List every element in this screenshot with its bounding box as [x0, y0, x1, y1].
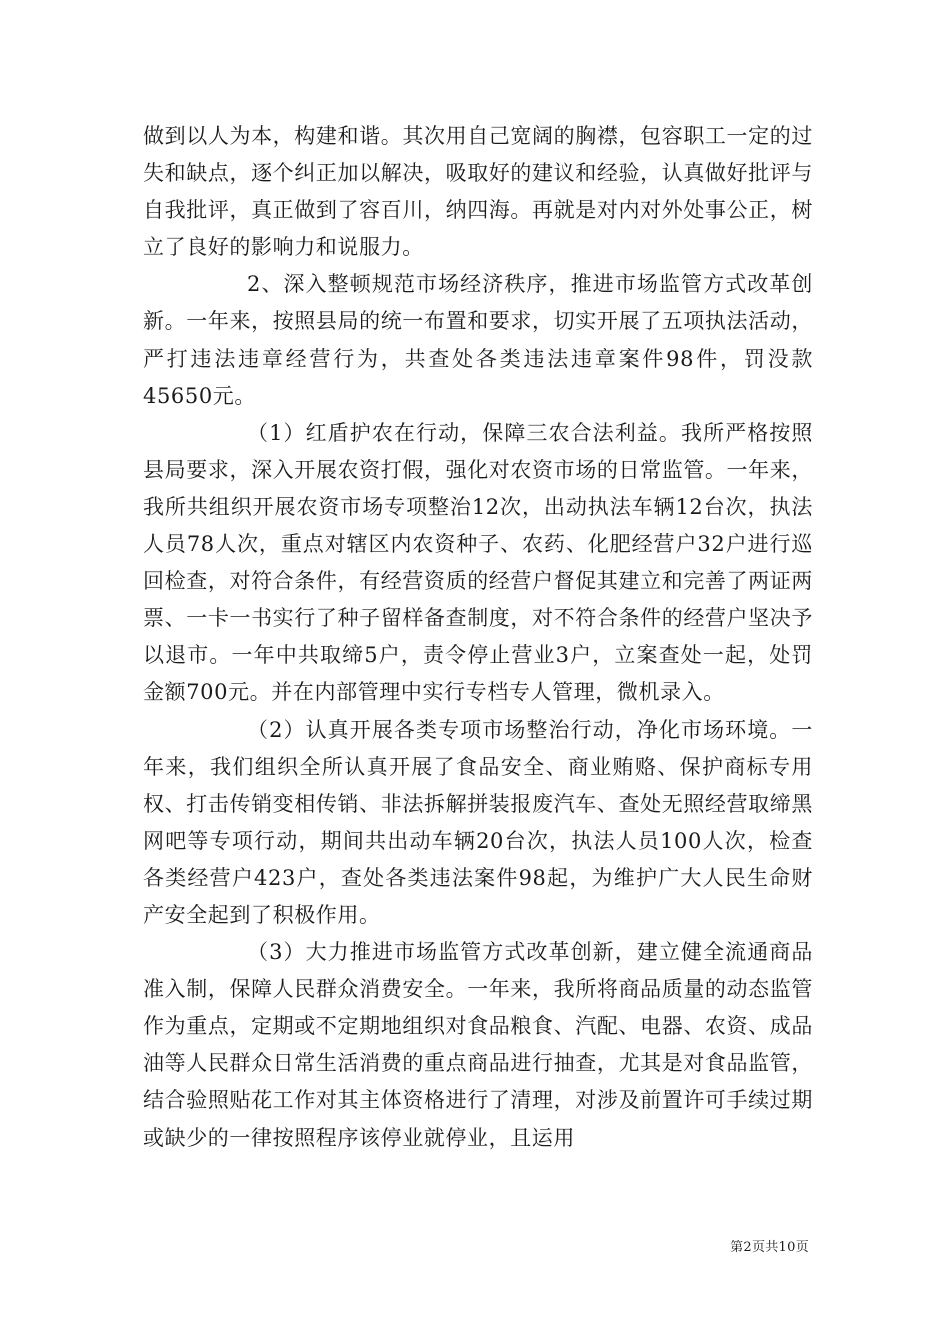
paragraph-item-1: （1）红盾护农在行动，保障三农合法利益。我所严格按照县局要求，深入开展农资打假，强化对农资市场的日常监管。一年来，我所共组织开展农资市场专项整治12次，出动执法车辆12台次，执法人员78人次，重点对辖区内农资种子、农药、化肥经营户32户进行巡回检查，对符合条件，有经营资质的经营户督促其建立和完善了两证两票、一卡一书实行了种子留样备查制度，对不符合条件的经营户坚决予以退市。一年中共取缔5户，责令停止营业3户，立案查处一起，处罚金额700元。并在内部管理中实行专档专人管理，微机录入。	[143, 420, 813, 705]
paragraph-continuation: 做到以人为本，构建和谐。其次用自己宽阔的胸襟，包容职工一定的过失和缺点，逐个纠正加以解决，吸取好的建议和经验，认真做好批评与自我批评，真正做到了容百川，纳四海。再就是对内对外处事公正，树立了良好的影响力和说服力。	[143, 124, 813, 260]
paragraph-item-2: （2）认真开展各类专项市场整治行动，净化市场环境。一年来，我们组织全所认真开展了食品安全、商业贿赂、保护商标专用权、打击传销变相传销、非法拆解拼装报废汽车、查处无照经营取缔黑网吧等专项行动，期间共出动车辆20台次，执法人员100人次，检查各类经营户423户，查处各类违法案件98起，为维护广大人民生命财产安全起到了积极作用。	[143, 717, 813, 927]
document-body	[143, 118, 813, 1157]
page-number-footer: 第2页共10页	[730, 1240, 809, 1255]
paragraph-item-3: （3）大力推进市场监管方式改革创新，建立健全流通商品准入制，保障人民群众消费安全。一年来，我所将商品质量的动态监管作为重点，定期或不定期地组织对食品粮食、汽配、电器、农资、成品油等人民群众日常生活消费的重点商品进行抽查，尤其是对食品监管，结合验照贴花工作对其主体资格进行了清理，对涉及前置许可手续过期或缺少的一律按照程序该停业就停业，且运用	[143, 940, 813, 1150]
paragraph-section-2: 2、深入整顿规范市场经济秩序，推进市场监管方式改革创新。一年来，按照县局的统一布置和要求，切实开展了五项执法活动，严打违法违章经营行为，共查处各类违法违章案件98件，罚没款45650元。	[143, 272, 813, 408]
